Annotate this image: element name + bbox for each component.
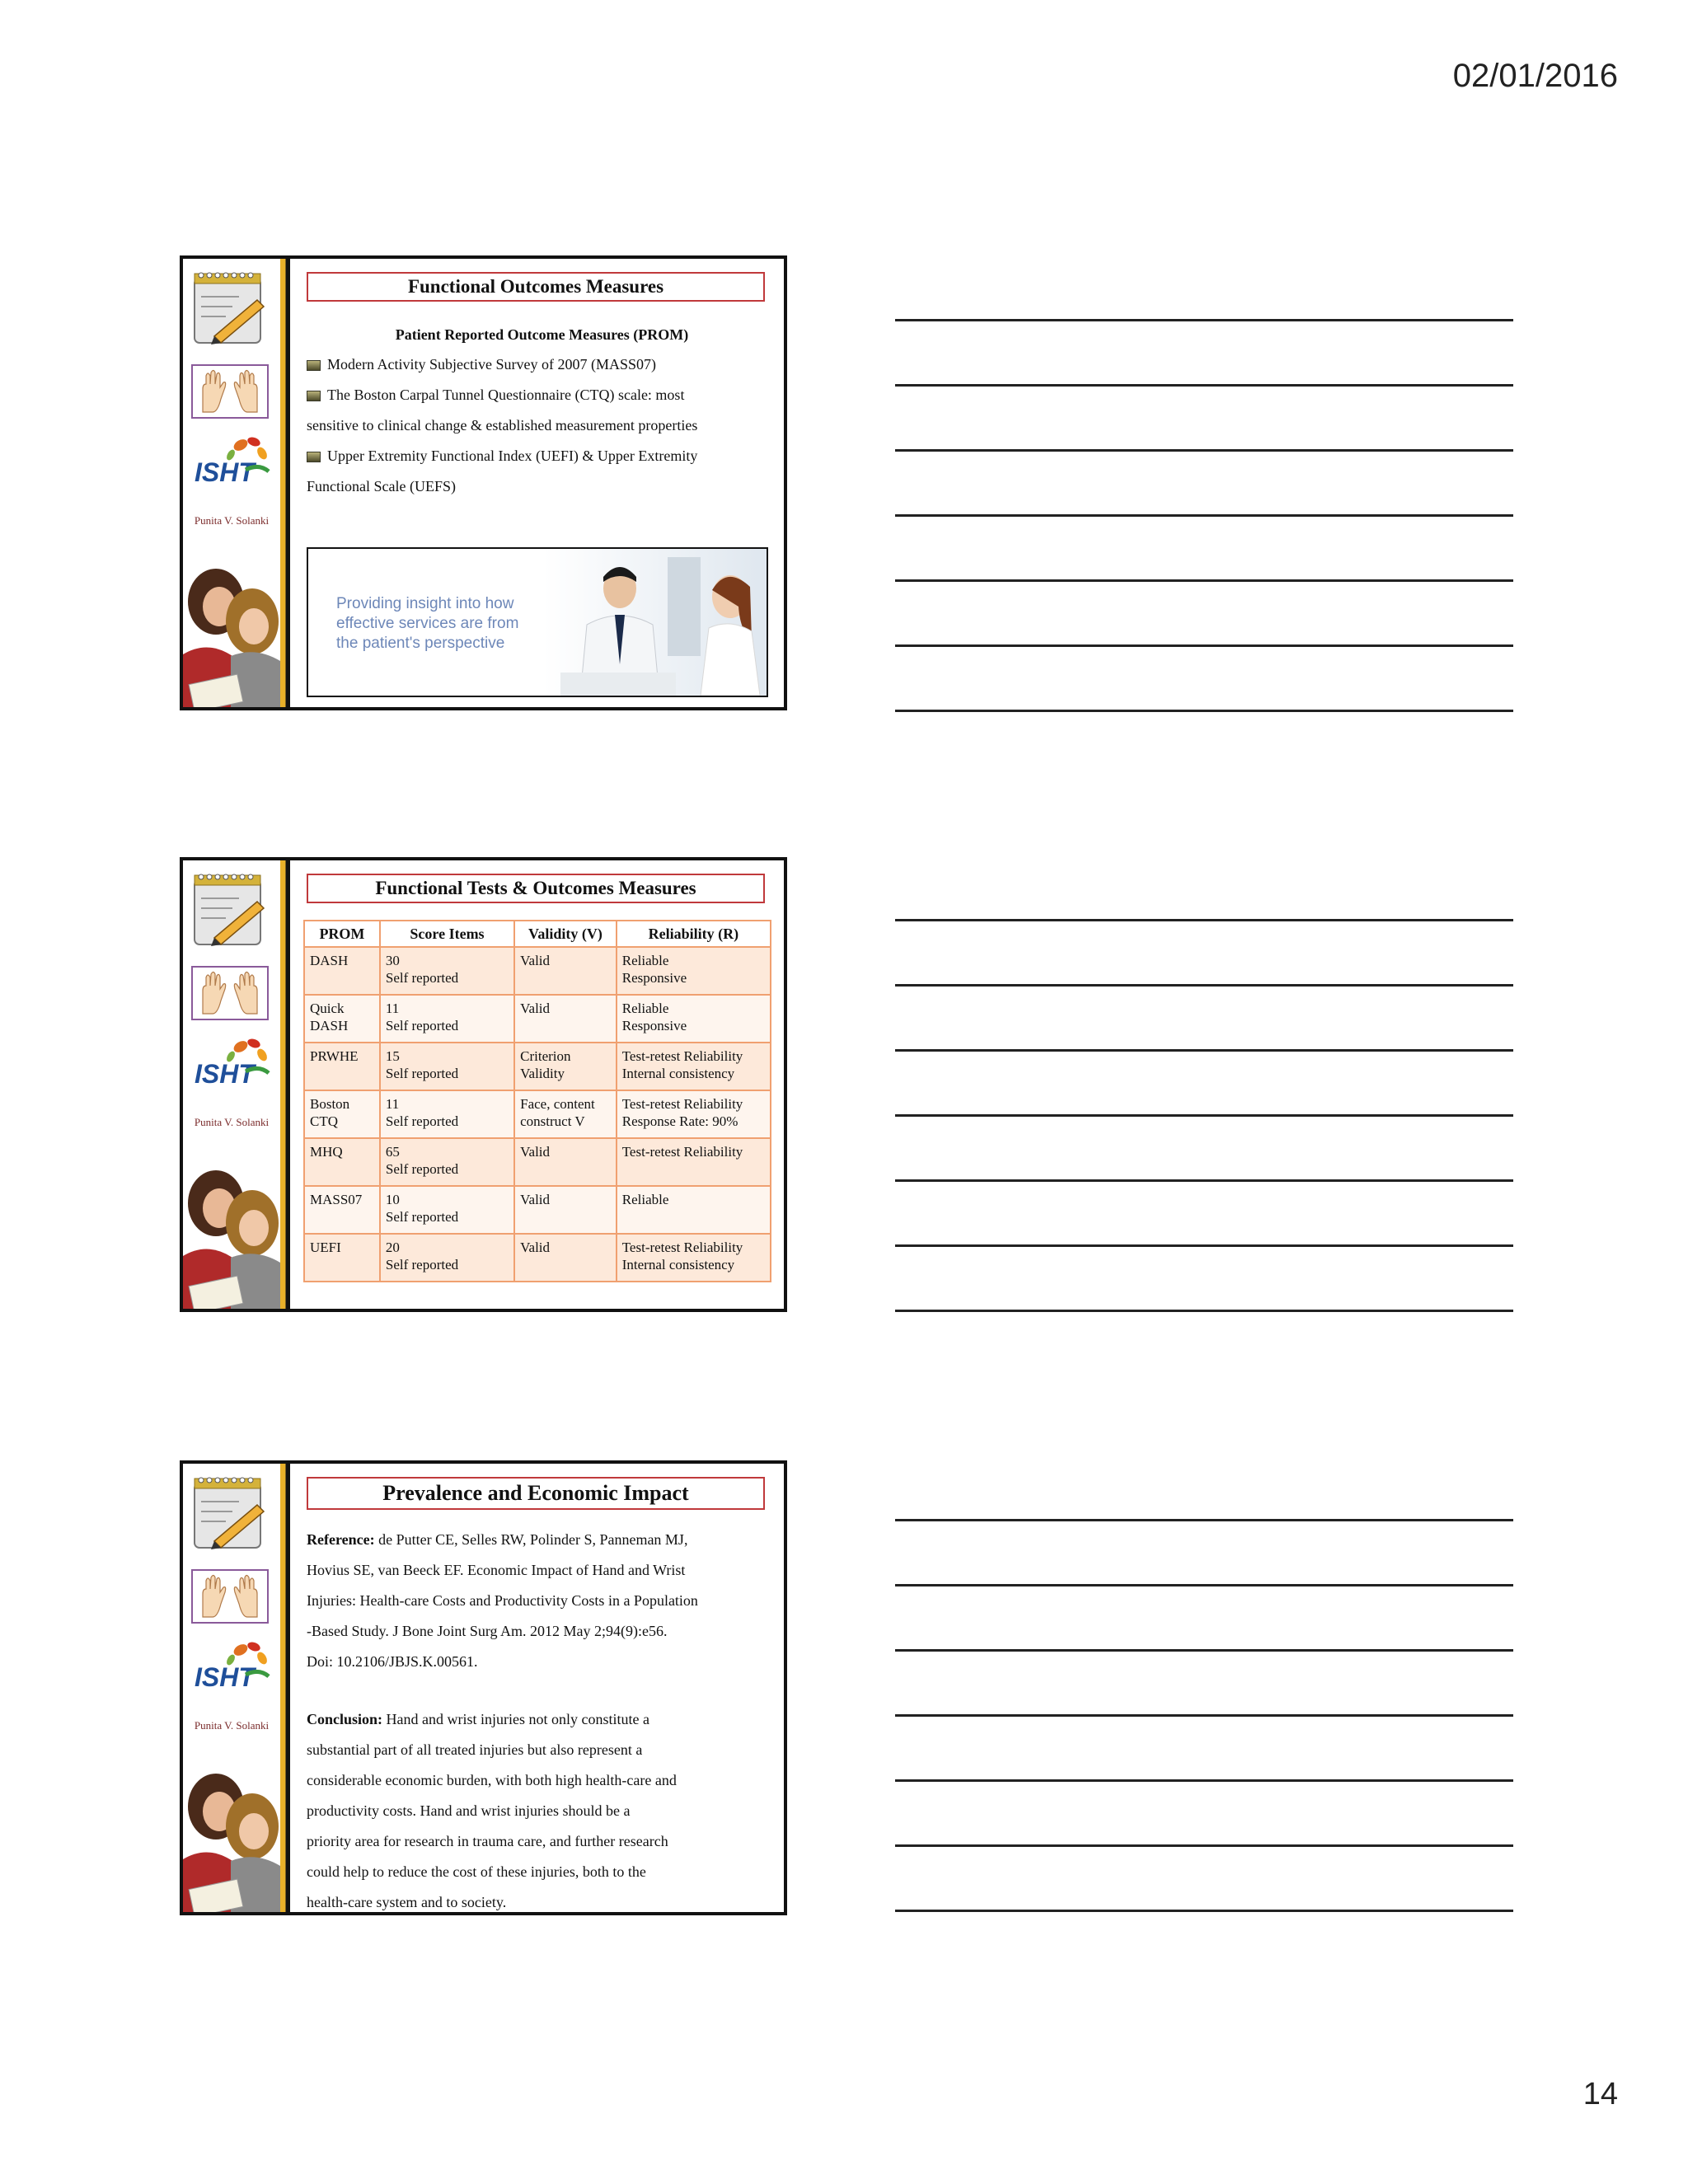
note-line bbox=[895, 449, 1513, 452]
slide-content bbox=[300, 1464, 784, 1912]
student-photo bbox=[183, 1165, 280, 1312]
note-line bbox=[895, 1179, 1513, 1182]
list-item: The Boston Carpal Tunnel Questionnaire (CTQ) scale: most bbox=[307, 380, 785, 410]
cell-prom: MASS07 bbox=[304, 1186, 380, 1234]
bullet-icon bbox=[307, 360, 321, 371]
note-line bbox=[895, 1714, 1513, 1717]
banner-caption: Providing insight into how effective services are from the patient's perspective bbox=[336, 595, 519, 652]
note-line bbox=[895, 384, 1513, 387]
cell-validity: Valid bbox=[514, 1234, 617, 1282]
hands-image bbox=[191, 966, 269, 1020]
cell-score: 10 Self reported bbox=[380, 1186, 514, 1234]
cell-reliability: Reliable Responsive bbox=[617, 995, 771, 1043]
sidebar-divider bbox=[280, 860, 290, 1309]
cell-prom: DASH bbox=[304, 947, 380, 995]
prom-table bbox=[303, 920, 771, 1282]
hands-image bbox=[191, 364, 269, 419]
bullet-icon bbox=[307, 391, 321, 401]
slide-sidebar bbox=[183, 1464, 280, 1912]
sidebar-divider bbox=[280, 259, 290, 707]
list-item-continued: sensitive to clinical change & established measurement properties bbox=[307, 417, 698, 434]
cell-prom: UEFI bbox=[304, 1234, 380, 1282]
cell-reliability: Reliable Responsive bbox=[617, 947, 771, 995]
slide-title: Functional Tests & Outcomes Measures bbox=[307, 874, 765, 903]
svg-text:ISHT: ISHT bbox=[195, 1662, 255, 1692]
table-row bbox=[304, 1138, 771, 1186]
notepad-icon bbox=[190, 1474, 269, 1553]
note-line bbox=[895, 1584, 1513, 1586]
cell-prom: PRWHE bbox=[304, 1043, 380, 1090]
isht-logo bbox=[188, 434, 274, 491]
cell-validity: Valid bbox=[514, 947, 617, 995]
note-line bbox=[895, 1779, 1513, 1782]
table-row bbox=[304, 995, 771, 1043]
list-item: Modern Activity Subjective Survey of 2007 (MASS07) bbox=[307, 349, 785, 380]
col-header: Score Items bbox=[380, 921, 514, 947]
cell-reliability: Test-retest Reliability Internal consistency bbox=[617, 1234, 771, 1282]
note-line bbox=[895, 984, 1513, 987]
svg-text:ISHT: ISHT bbox=[195, 457, 255, 487]
note-line bbox=[895, 644, 1513, 647]
note-line bbox=[895, 1844, 1513, 1847]
cell-validity: Valid bbox=[514, 1186, 617, 1234]
slide-functional-tests bbox=[180, 857, 787, 1312]
slide-prevalence-economic-impact bbox=[180, 1460, 787, 1915]
note-line bbox=[895, 1114, 1513, 1117]
bullet-icon bbox=[307, 452, 321, 462]
slide-title: Functional Outcomes Measures bbox=[307, 272, 765, 302]
isht-logo bbox=[188, 1638, 274, 1696]
cell-validity: Valid bbox=[514, 1138, 617, 1186]
sidebar-divider bbox=[280, 1464, 290, 1912]
note-line bbox=[895, 1649, 1513, 1652]
table-row bbox=[304, 947, 771, 995]
notepad-icon bbox=[190, 870, 269, 949]
note-line bbox=[895, 1910, 1513, 1912]
cell-validity: Face, content construct V bbox=[514, 1090, 617, 1138]
cell-score: 20 Self reported bbox=[380, 1234, 514, 1282]
cell-score: 11 Self reported bbox=[380, 1090, 514, 1138]
prom-subtitle: Patient Reported Outcome Measures (PROM) bbox=[395, 326, 689, 343]
student-photo bbox=[183, 564, 280, 710]
cell-score: 11 Self reported bbox=[380, 995, 514, 1043]
table-row bbox=[304, 1186, 771, 1234]
cell-prom: Boston CTQ bbox=[304, 1090, 380, 1138]
prom-banner-image bbox=[307, 547, 768, 697]
cell-score: 30 Self reported bbox=[380, 947, 514, 995]
isht-logo bbox=[188, 1035, 274, 1093]
doctor-patient-photo bbox=[544, 549, 767, 696]
author-name: Punita V. Solanki bbox=[194, 514, 270, 527]
note-line bbox=[895, 1519, 1513, 1521]
svg-text:ISHT: ISHT bbox=[195, 1059, 255, 1089]
cell-score: 15 Self reported bbox=[380, 1043, 514, 1090]
note-line bbox=[895, 1244, 1513, 1247]
col-header: PROM bbox=[304, 921, 380, 947]
note-line bbox=[895, 710, 1513, 712]
conclusion-label: Conclusion: bbox=[307, 1711, 383, 1727]
prom-list bbox=[307, 349, 785, 502]
table-row bbox=[304, 1043, 771, 1090]
slide-functional-outcomes bbox=[180, 255, 787, 710]
list-item: Upper Extremity Functional Index (UEFI) & Upper Extremity bbox=[307, 441, 785, 471]
cell-prom: Quick DASH bbox=[304, 995, 380, 1043]
author-name: Punita V. Solanki bbox=[194, 1719, 270, 1732]
note-line bbox=[895, 514, 1513, 517]
note-line bbox=[895, 319, 1513, 321]
cell-reliability: Test-retest Reliability bbox=[617, 1138, 771, 1186]
table-row bbox=[304, 1090, 771, 1138]
cell-reliability: Reliable bbox=[617, 1186, 771, 1234]
student-photo bbox=[183, 1769, 280, 1915]
reference-label: Reference: bbox=[307, 1531, 375, 1548]
cell-reliability: Test-retest Reliability Internal consistency bbox=[617, 1043, 771, 1090]
note-line bbox=[895, 919, 1513, 921]
slide-content bbox=[300, 860, 784, 1309]
cell-validity: Valid bbox=[514, 995, 617, 1043]
slide-content bbox=[300, 259, 784, 707]
reference-block: Reference: de Putter CE, Selles RW, Polinder S, Panneman MJ, Hovius SE, van Beeck EF. Economic Impact of Hand and Wrist Injuries: Health-care Costs and Productivity Costs in a Population -Based Study. J Bone Joint Surg Am. 2012 May 2;94(9):e56. Doi: 10.2106/JBJS.K.00561. bbox=[307, 1531, 698, 1670]
note-line bbox=[895, 1310, 1513, 1312]
page-number: 14 bbox=[1582, 2077, 1618, 2111]
slide-sidebar bbox=[183, 259, 280, 707]
note-line bbox=[895, 579, 1513, 582]
note-line bbox=[895, 1049, 1513, 1052]
slide-title: Prevalence and Economic Impact bbox=[307, 1477, 765, 1510]
author-name: Punita V. Solanki bbox=[194, 1116, 270, 1128]
cell-reliability: Test-retest Reliability Response Rate: 90% bbox=[617, 1090, 771, 1138]
table-header-row bbox=[304, 921, 771, 947]
conclusion-block: Conclusion: Hand and wrist injuries not only constitute a substantial part of all treated injuries but also represent a considerable economic burden, with both high health-care and productivity costs. Hand and wrist injuries should be a priority area for research in trauma care, and further research could help to reduce the cost of these injuries, both to the health-care system and to society. bbox=[307, 1711, 677, 1910]
cell-score: 65 Self reported bbox=[380, 1138, 514, 1186]
table-row bbox=[304, 1234, 771, 1282]
cell-validity: Criterion Validity bbox=[514, 1043, 617, 1090]
list-item-continued: Functional Scale (UEFS) bbox=[307, 478, 456, 494]
col-header: Reliability (R) bbox=[617, 921, 771, 947]
col-header: Validity (V) bbox=[514, 921, 617, 947]
page-date: 02/01/2016 bbox=[1452, 58, 1618, 94]
notepad-icon bbox=[190, 269, 269, 348]
cell-prom: MHQ bbox=[304, 1138, 380, 1186]
hands-image bbox=[191, 1569, 269, 1624]
slide-sidebar bbox=[183, 860, 280, 1309]
